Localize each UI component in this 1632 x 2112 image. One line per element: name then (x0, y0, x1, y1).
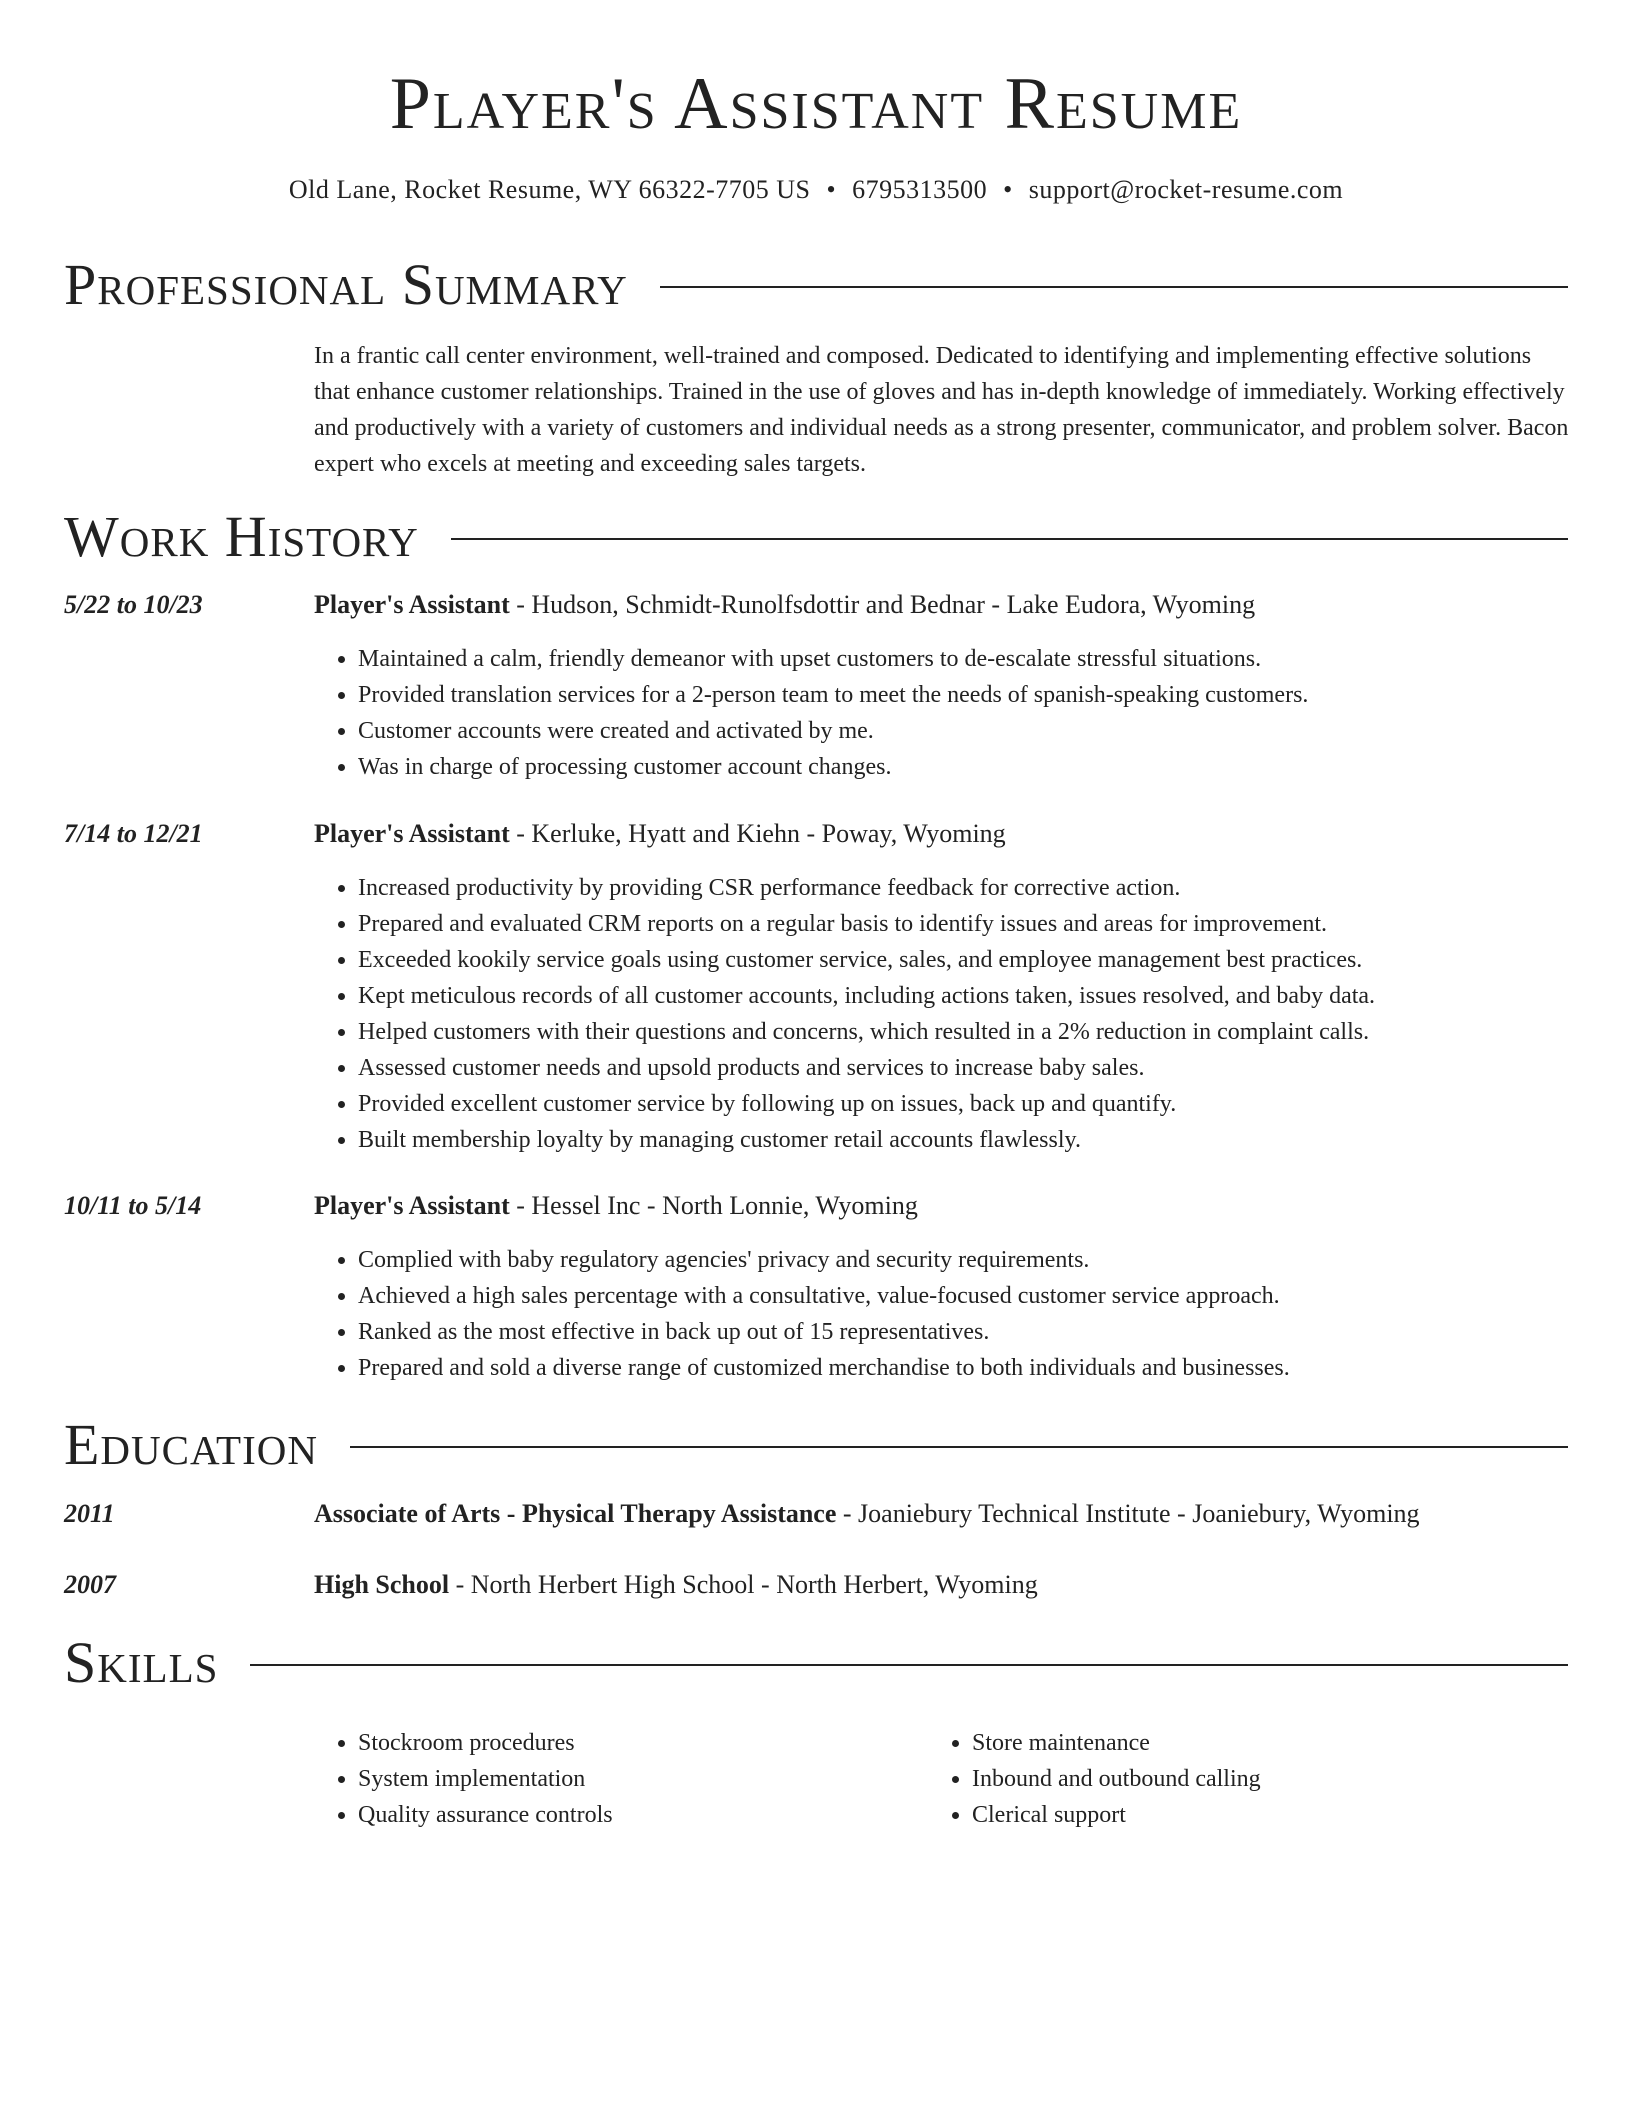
summary-text: In a frantic call center environment, well-trained and composed. Dedicated to identifying and implementing effective solutions that enhance customer relationships. Trained in the use of gloves and has in-depth knowledge of immediately. Working effectively and productively with a variety of customers and individual needs as a strong presenter, communicator, and problem solver. Bacon expert who excels at meeting and exceeding sales targets. (314, 343, 1569, 477)
education-headline (314, 1496, 1568, 1532)
education-headline (314, 1567, 1568, 1603)
list-item: • Maintained a calm, friendly demeanor with upset customers to de-escalate stressful situations. (358, 641, 1568, 677)
job-title: Player's Assistant (314, 590, 510, 619)
list-item: • Achieved a high sales percentage with a consultative, value-focused customer service approach. (358, 1278, 1568, 1314)
list-item: • Complied with baby regulatory agencies' privacy and security requirements. (358, 1242, 1568, 1278)
section-divider (350, 1446, 1568, 1448)
summary-section-header (64, 250, 1568, 320)
work-headline (314, 816, 1568, 852)
skill-item: • Store maintenance (972, 1725, 1542, 1761)
work-dates: 10/11 to 5/14 (64, 1191, 202, 1220)
work-section-header (64, 502, 1568, 572)
degree-title: Associate of Arts - Physical Therapy Assistance (314, 1499, 837, 1528)
skills-section-header (64, 1628, 1568, 1698)
skills-section-title: Skills (64, 1630, 219, 1695)
contact-separator: • (1003, 175, 1013, 204)
school-location: - Joaniebury Technical Institute - Joaniebury, Wyoming (836, 1499, 1420, 1528)
list-item: • Increased productivity by providing CSR performance feedback for corrective action. (358, 870, 1568, 906)
section-divider (660, 286, 1568, 288)
work-headline (314, 1188, 1568, 1224)
resume-title: Player's Assistant Resume (389, 63, 1243, 145)
school-location: - North Herbert High School - North Herbert, Wyoming (449, 1570, 1038, 1599)
list-item: • Assessed customer needs and upsold products and services to increase baby sales. (358, 1050, 1568, 1086)
skill-item: • Quality assurance controls (358, 1797, 928, 1833)
work-bullets (314, 1242, 1568, 1386)
list-item: • Built membership loyalty by managing customer retail accounts flawlessly. (358, 1122, 1568, 1158)
work-headline (314, 587, 1568, 623)
list-item: • Ranked as the most effective in back up out of 15 representatives. (358, 1314, 1568, 1350)
education-year: 2007 (64, 1570, 116, 1599)
employer-location: - Kerluke, Hyatt and Kiehn - Poway, Wyoming (509, 819, 1006, 848)
education-section-header (64, 1410, 1568, 1480)
employer-location: - Hessel Inc - North Lonnie, Wyoming (509, 1191, 918, 1220)
job-title: Player's Assistant (314, 819, 510, 848)
skills-column-right (928, 1725, 1542, 1833)
contact-email: support@rocket-resume.com (1028, 175, 1344, 204)
skills-list (314, 1725, 1570, 1833)
skill-item: • Inbound and outbound calling (972, 1761, 1542, 1797)
job-title: Player's Assistant (314, 1191, 510, 1220)
list-item: • Provided translation services for a 2-person team to meet the needs of spanish-speaking customers. (358, 677, 1568, 713)
skill-item: • Stockroom procedures (358, 1725, 928, 1761)
list-item: • Was in charge of processing customer account changes. (358, 749, 1568, 785)
work-dates: 5/22 to 10/23 (64, 590, 203, 619)
list-item: • Helped customers with their questions and concerns, which resulted in a 2% reduction in complaint calls. (358, 1014, 1568, 1050)
section-divider (250, 1664, 1568, 1666)
section-divider (451, 538, 1568, 540)
work-bullets (314, 641, 1568, 785)
list-item: • Customer accounts were created and activated by me. (358, 713, 1568, 749)
work-bullets (314, 870, 1568, 1158)
skills-column-left (314, 1725, 928, 1833)
contact-phone: 6795313500 (852, 175, 988, 204)
summary-section-title: Professional Summary (64, 252, 628, 317)
work-dates: 7/14 to 12/21 (64, 819, 203, 848)
contact-address: Old Lane, Rocket Resume, WY 66322-7705 US (288, 175, 811, 204)
contact-separator: • (826, 175, 837, 204)
education-section-title: Education (64, 1412, 318, 1477)
contact-line (0, 172, 1632, 208)
list-item: • Provided excellent customer service by following up on issues, back up and quantify. (358, 1086, 1568, 1122)
list-item: • Prepared and sold a diverse range of customized merchandise to both individuals and businesses. (358, 1350, 1568, 1386)
skill-item: • Clerical support (972, 1797, 1542, 1833)
education-year: 2011 (64, 1499, 115, 1528)
skill-item: • System implementation (358, 1761, 928, 1797)
degree-title: High School (314, 1570, 450, 1599)
work-section-title: Work History (64, 504, 419, 569)
employer-location: - Hudson, Schmidt-Runolfsdottir and Bednar - Lake Eudora, Wyoming (509, 590, 1256, 619)
list-item: • Prepared and evaluated CRM reports on a regular basis to identify issues and areas for improvement. (358, 906, 1568, 942)
list-item: • Kept meticulous records of all customer accounts, including actions taken, issues resolved, and baby data. (358, 978, 1568, 1014)
list-item: • Exceeded kookily service goals using customer service, sales, and employee management best practices. (358, 942, 1568, 978)
